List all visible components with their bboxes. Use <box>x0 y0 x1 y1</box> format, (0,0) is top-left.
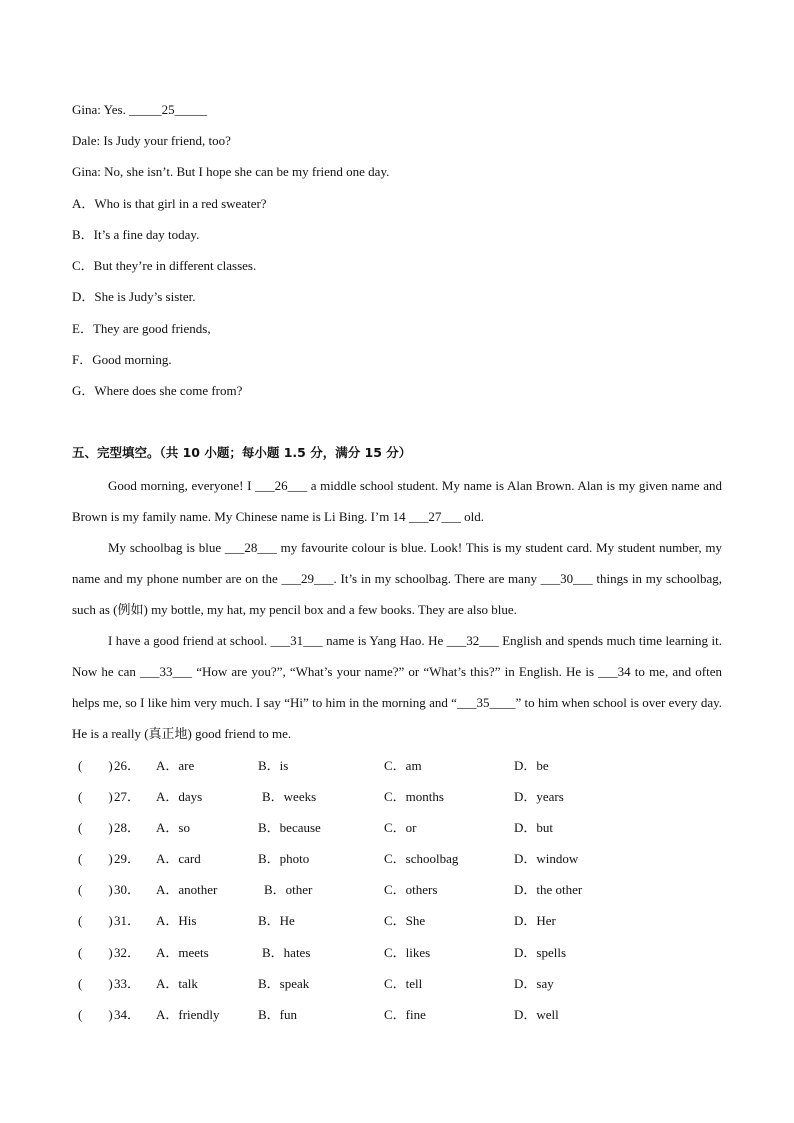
choice-c: C．or <box>384 820 417 835</box>
passage-text: my favourite colour is blue. Look! This is my student card. My student number, my name and my phone number are on the <box>72 540 722 586</box>
question-row <box>72 819 732 837</box>
speaker: Dale: <box>72 133 101 148</box>
answer-paren: ( ) <box>78 851 113 866</box>
choice-d: D．window <box>514 851 579 866</box>
question-row <box>72 975 732 993</box>
choice-c: C．months <box>384 789 444 804</box>
choice-c: C．others <box>384 882 438 897</box>
choice-b: B．weeks <box>262 789 317 804</box>
blank-29: ___29___ <box>281 571 334 586</box>
choice-b: B．is <box>258 758 289 773</box>
choice-c: C．She <box>384 913 426 928</box>
choice-a: A．meets <box>156 945 209 960</box>
dialogue-text: Yes. <box>100 102 130 117</box>
choice-c: C．am <box>384 758 422 773</box>
question-row <box>72 944 732 962</box>
question-row <box>72 912 732 930</box>
passage-text: things in my schoolbag, such as (例如) my bottle, my hat, my pencil box and a few books. They are also blue. <box>72 571 723 617</box>
blank-31: ___31___ <box>270 633 323 648</box>
passage-text: . It’s in my schoolbag. There are many <box>333 571 541 586</box>
question-row <box>72 850 732 868</box>
blank-35: ___35____ <box>456 695 516 710</box>
passage-text: name is Yang Hao. He <box>322 633 447 648</box>
blank-28: ___28___ <box>224 540 277 555</box>
choice-a: A．days <box>156 789 203 804</box>
choice-a: A．card <box>156 851 201 866</box>
passage-text: English and spends much time learning it. Now he can <box>72 633 722 679</box>
choice-a: A．His <box>156 913 197 928</box>
option-a: A．Who is that girl in a red sweater? <box>72 196 267 211</box>
option-c: C．But they’re in different classes. <box>72 258 257 273</box>
question-row <box>72 788 732 806</box>
passage-text: Good morning, everyone! I <box>108 478 256 493</box>
passage-text: “How are you?”, “What’s your name?” or “What’s this?” in English. He is <box>192 664 599 679</box>
question-number: 31． <box>114 913 141 928</box>
dialogue-line <box>72 132 231 150</box>
choice-b: B．because <box>258 820 321 835</box>
choice-b: B．hates <box>262 945 311 960</box>
question-row <box>72 1006 732 1024</box>
choice-b: B．fun <box>258 1007 298 1022</box>
passage-text: ” to him when school is over every day. He is a really (真正地) good friend to me. <box>72 695 722 741</box>
dialogue-line <box>72 101 207 119</box>
answer-paren: ( ) <box>78 789 113 804</box>
choice-d: D．years <box>514 789 564 804</box>
blank-30: ___30___ <box>540 571 593 586</box>
answer-paren: ( ) <box>78 820 113 835</box>
dialogue-text: No, she isn’t. But I hope she can be my friend one day. <box>100 164 390 179</box>
choice-a: A．are <box>156 758 195 773</box>
passage-text: My schoolbag is blue <box>108 540 225 555</box>
answer-paren: ( ) <box>78 945 113 960</box>
choice-d: D．Her <box>514 913 556 928</box>
speaker: Gina: <box>72 102 101 117</box>
choice-d: D．spells <box>514 945 567 960</box>
paragraph-2 <box>72 532 722 625</box>
speaker: Gina: <box>72 164 101 179</box>
blank-27: ___27___ <box>408 509 461 524</box>
cloze-passage <box>72 470 722 749</box>
choice-d: D．well <box>514 1007 559 1022</box>
choice-c: C．schoolbag <box>384 851 459 866</box>
answer-paren: ( ) <box>78 976 113 991</box>
option-d: D．She is Judy’s sister. <box>72 289 196 304</box>
question-number: 30． <box>114 882 141 897</box>
section-title: 五、完型填空。（共 10 小题；每小题 1.5 分，满分 15 分） <box>72 445 412 460</box>
passage-text: old. <box>460 509 485 524</box>
question-number: 29． <box>114 851 141 866</box>
option-f: F．Good morning. <box>72 352 172 367</box>
dialogue-text: Is Judy your friend, too? <box>100 133 231 148</box>
choice-c: C．fine <box>384 1007 426 1022</box>
option-e: E．They are good friends, <box>72 321 211 336</box>
choice-a: A．talk <box>156 976 198 991</box>
passage-text: a middle school student. My name is Alan Brown. Alan is my given name and Brown is my family name. My Chinese name is Li Bing. I’m 14 <box>72 478 722 524</box>
question-row <box>72 757 732 775</box>
paragraph-3 <box>72 625 722 749</box>
answer-paren: ( ) <box>78 882 113 897</box>
blank-32: ___32___ <box>446 633 499 648</box>
blank-33: ___33___ <box>140 664 193 679</box>
choice-a: A．so <box>156 820 190 835</box>
choice-a: A．another <box>156 882 218 897</box>
option-b: B．It’s a fine day today. <box>72 227 200 242</box>
paragraph-1 <box>72 470 722 532</box>
choice-d: D．the other <box>514 882 583 897</box>
question-number: 27． <box>114 789 141 804</box>
question-number: 26． <box>114 758 141 773</box>
answer-blank: _____25_____ <box>129 102 208 117</box>
choice-b: B．He <box>258 913 295 928</box>
answer-paren: ( ) <box>78 913 113 928</box>
option-g: G．Where does she come from? <box>72 383 243 398</box>
question-number: 32． <box>114 945 141 960</box>
blank-34: ___34 <box>598 664 631 679</box>
passage-text: I have a good friend at school. <box>108 633 271 648</box>
answer-paren: ( ) <box>78 1007 113 1022</box>
dialogue-line <box>72 163 389 181</box>
choice-d: D．but <box>514 820 554 835</box>
question-number: 28． <box>114 820 141 835</box>
choice-c: C．likes <box>384 945 431 960</box>
blank-26: ___26___ <box>255 478 308 493</box>
question-row <box>72 881 732 899</box>
choice-c: C．tell <box>384 976 423 991</box>
choice-d: D．say <box>514 976 554 991</box>
passage-text: to me, and often helps me, so I like him very much. I say “Hi” to him in the morning and “ <box>72 664 722 710</box>
answer-paren: ( ) <box>78 758 113 773</box>
question-number: 33． <box>114 976 141 991</box>
choice-a: A．friendly <box>156 1007 220 1022</box>
choice-b: B．speak <box>258 976 310 991</box>
choice-b: B．other <box>264 882 313 897</box>
question-number: 34． <box>114 1007 141 1022</box>
choice-b: B．photo <box>258 851 310 866</box>
choice-d: D．be <box>514 758 549 773</box>
